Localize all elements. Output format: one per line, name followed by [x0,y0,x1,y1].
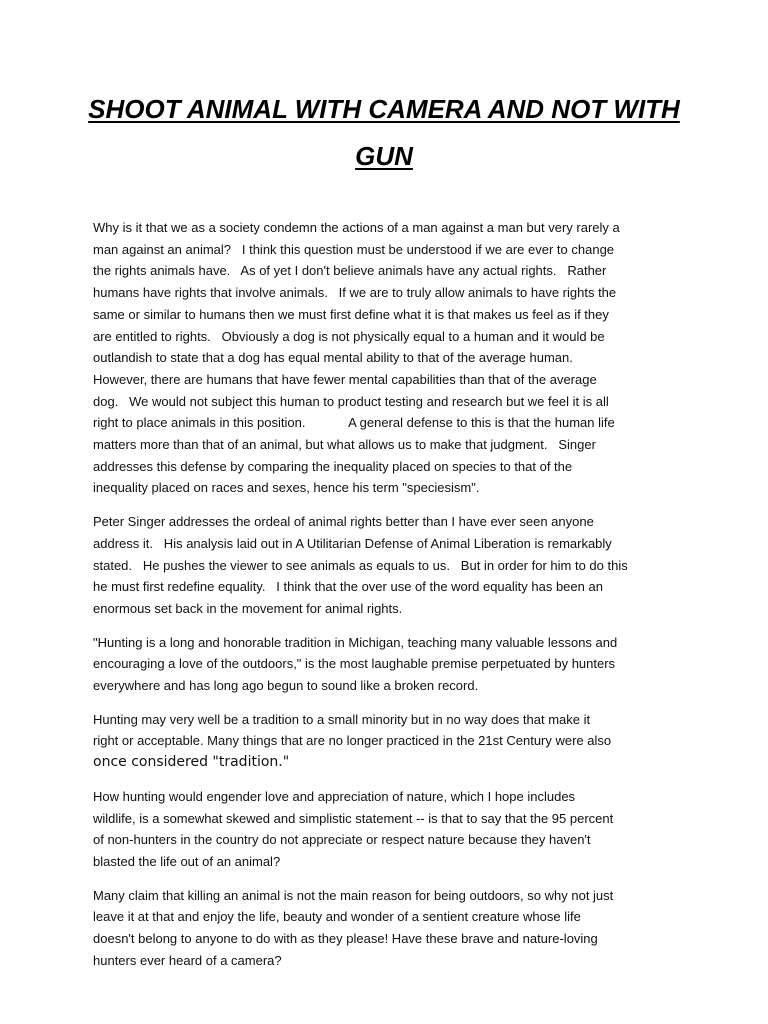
text-line: once considered "tradition." [93,754,290,771]
text-line: address it. His analysis laid out in A Utilitarian Defense of Animal Liberation is remarkably [93,535,612,551]
text-line: How hunting would engender love and appreciation of nature, which I hope includes [93,788,576,804]
text-line: are entitled to rights. Obviously a dog is not physically equal to a human and it would be [93,328,605,344]
text-line: he must first redefine equality. I think that the over use of the word equality has been an [93,579,603,595]
paragraph-5 [93,786,689,873]
text-line: everywhere and has long ago begun to sound like a broken record. [93,678,479,694]
text-line: "Hunting is a long and honorable tradition in Michigan, teaching many valuable lessons and [93,634,618,650]
text-line: outlandish to state that a dog has equal mental ability to that of the average human. [93,350,573,366]
text-line: of non-hunters in the country do not appreciate or respect nature because they haven't [93,832,591,848]
text-line: Why is it that we as a society condemn the actions of a man against a man but very rarely a [93,220,620,235]
text-line: inequality placed on races and sexes, hence his term "speciesism". [93,480,480,496]
text-line: Hunting may very well be a tradition to a small minority but in no way does that make it [93,711,591,727]
text-line: Many claim that killing an animal is not the main reason for being outdoors, so why not just [93,887,614,903]
text-line: leave it at that and enjoy the life, beauty and wonder of a sentient creature whose life [93,909,581,925]
text-line: right to place animals in this position. A general defense to this is that the human life [93,415,615,431]
text-line: dog. We would not subject this human to product testing and research but we feel it is all [93,393,609,409]
paragraph-6 [93,885,689,972]
paragraph-1 [93,217,689,499]
text-line: However, there are humans that have fewer mental capabilities than that of the average [93,371,597,387]
text-line: wildlife, is a somewhat skewed and simplistic statement -- is that to say that the 95 percent [93,810,614,826]
paragraph-3 [93,632,689,697]
text-line: encouraging a love of the outdoors," is the most laughable premise perpetuated by hunters [93,656,616,672]
text-line: same or similar to humans then we must first define what it is that makes us feel as if they [93,306,609,322]
text-line: right or acceptable. Many things that are no longer practiced in the 21st Century were also [93,733,612,749]
text-line: man against an animal? I think this question must be understood if we are ever to change [93,241,615,257]
text-line: blasted the life out of an animal? [93,853,281,869]
text-line: hunters ever heard of a camera? [93,952,282,968]
paragraph-2 [93,511,689,620]
text-line: the rights animals have. As of yet I don't believe animals have any actual rights. Rather [93,263,607,279]
text-line: matters more than that of an animal, but what allows us to make that judgment. Singer [93,437,596,453]
text-line: enormous set back in the movement for animal rights. [93,600,403,616]
text-line: humans have rights that involve animals. If we are to truly allow animals to have rights the [93,285,617,301]
text-line: stated. He pushes the viewer to see animals as equals to us. But in order for him to do this [93,557,628,573]
paragraph-4 [93,709,689,774]
text-line: Peter Singer addresses the ordeal of animal rights better than I have ever seen anyone [93,514,594,530]
text-line: addresses this defense by comparing the inequality placed on species to that of the [93,458,573,474]
text-line: doesn't belong to anyone to do with as they please! Have these brave and nature-loving [93,931,598,947]
document-body [93,217,689,984]
document-title: SHOOT ANIMAL WITH CAMERA AND NOT WITH GUN [88,94,680,171]
